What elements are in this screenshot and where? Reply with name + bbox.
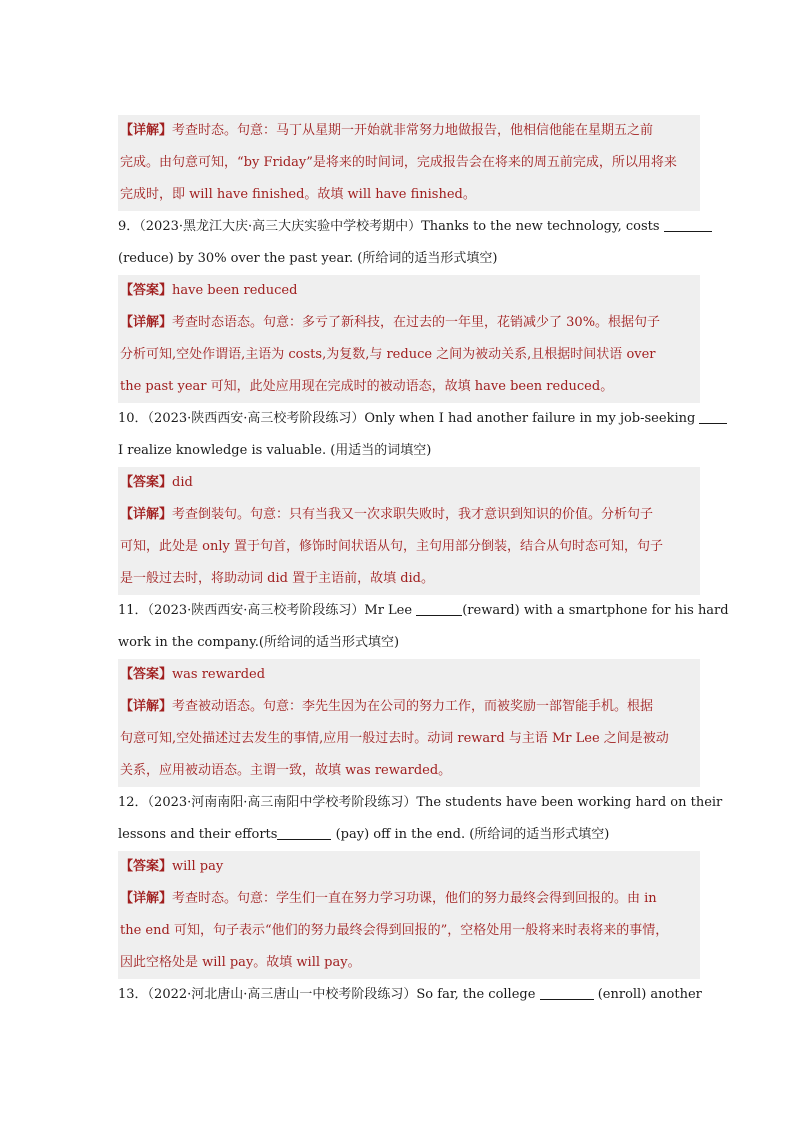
detail-block-q11 [118,691,700,787]
question-12 [118,787,723,851]
question-10 [118,403,700,467]
question-text: 9．（2023·黑龙江大庆·高三大庆实验中学校考期中）Thanks to the new technology, costs [118,219,660,234]
answer-text: was rewarded [172,667,266,682]
detail-text: 是一般过去时，将助动词 did 置于主语前，故填 did。 [120,571,434,586]
answer-blank [699,409,727,424]
detail-text: 可知，此处是 only 置于句首，修饰时间状语从句，主句用部分倒装，结合从句时态可知，句子 [120,539,663,554]
question-text: 11．（2023·陕西西安·高三校考阶段练习）Mr Lee [118,603,413,618]
detail-text: 完成。由句意可知， [120,155,238,170]
detail-text: “by Friday”是将来的时间词，完成报告会在将来的周五前完成，所以用将来 [237,155,677,170]
detail-tag: 【详解】 [120,507,173,522]
answer-tag: 【答案】 [120,475,173,490]
question-9 [118,211,700,275]
question-text: (reward) with a smartphone for his hard [462,603,729,618]
question-13 [118,979,700,1011]
answer-tag: 【答案】 [120,667,173,682]
answer-text: will pay [172,859,224,874]
answer-block-q10 [118,467,700,499]
answer-text: did [172,475,193,490]
detail-text: 考查倒装句。句意：只有当我又一次求职失败时，我才意识到知识的价值。分析句子 [172,507,654,522]
detail-tag: 【详解】 [120,891,173,906]
detail-text: 考查时态。句意：马丁从星期一开始就非常努力地做报告，他相信他能在星期五之前 [172,123,654,138]
detail-text: the past year 可知，此处应用现在完成时的被动语态，故填 have been reduced。 [120,379,614,394]
question-text: (reduce) by 30% over the past year. (所给词的适当形式填空) [118,251,498,266]
question-11 [118,595,729,659]
detail-text: the end 可知，句子表示“他们的努力最终会得到回报的”，空格处用一般将来时表将来的事情， [120,923,669,938]
answer-block-q9 [118,275,700,307]
question-text: 10．（2023·陕西西安·高三校考阶段练习）Only when I had another failure in my job-seeking [118,411,696,426]
question-text: work in the company.(所给词的适当形式填空) [118,635,400,650]
question-text: lessons and their efforts [118,827,278,842]
answer-blank [416,601,462,616]
question-text: I realize knowledge is valuable. (用适当的词填空) [118,443,432,458]
question-text: 12．（2023·河南南阳·高三南阳中学校考阶段练习）The students have been working hard on their [118,795,723,810]
detail-text: 关系，应用被动语态。主谓一致，故填 was rewarded。 [120,763,452,778]
detail-tag: 【详解】 [120,315,173,330]
detail-block-q8 [118,115,700,211]
detail-block-q10 [118,499,700,595]
detail-text: 考查时态。句意：学生们一直在努力学习功课，他们的努力最终会得到回报的。由 in [172,891,657,906]
answer-blank [540,985,594,1000]
detail-text: 句意可知,空处描述过去发生的事情,应用一般过去时。动词 reward 与主语 Mr Lee 之间是被动 [120,731,669,746]
answer-block-q12 [118,851,700,883]
detail-text: 考查被动语态。句意：李先生因为在公司的努力工作，而被奖励一部智能手机。根据 [172,699,654,714]
answer-blank [277,825,331,840]
detail-text: 因此空格处是 will pay。故填 will pay。 [120,955,361,970]
detail-text: 考查时态语态。句意：多亏了新科技，在过去的一年里，花销减少了 30%。根据句子 [172,315,661,330]
question-text: (enroll) another [597,987,702,1002]
detail-block-q12 [118,883,700,979]
answer-tag: 【答案】 [120,283,173,298]
answer-tag: 【答案】 [120,859,173,874]
question-text: (pay) off in the end. (所给词的适当形式填空) [335,827,610,842]
answer-block-q11 [118,659,700,691]
detail-tag: 【详解】 [120,123,173,138]
answer-text: have been reduced [172,283,298,298]
detail-tag: 【详解】 [120,699,173,714]
answer-blank [664,217,712,232]
detail-text: 分析可知,空处作谓语,主语为 costs,为复数,与 reduce 之间为被动关系,且根据时间状语 over [120,347,656,362]
exercise-content [118,115,729,1011]
detail-text: 完成时，即 will have finished。故填 will have finished。 [120,187,476,202]
detail-block-q9 [118,307,700,403]
question-text: 13．（2022·河北唐山·高三唐山一中校考阶段练习）So far, the college [118,987,536,1002]
